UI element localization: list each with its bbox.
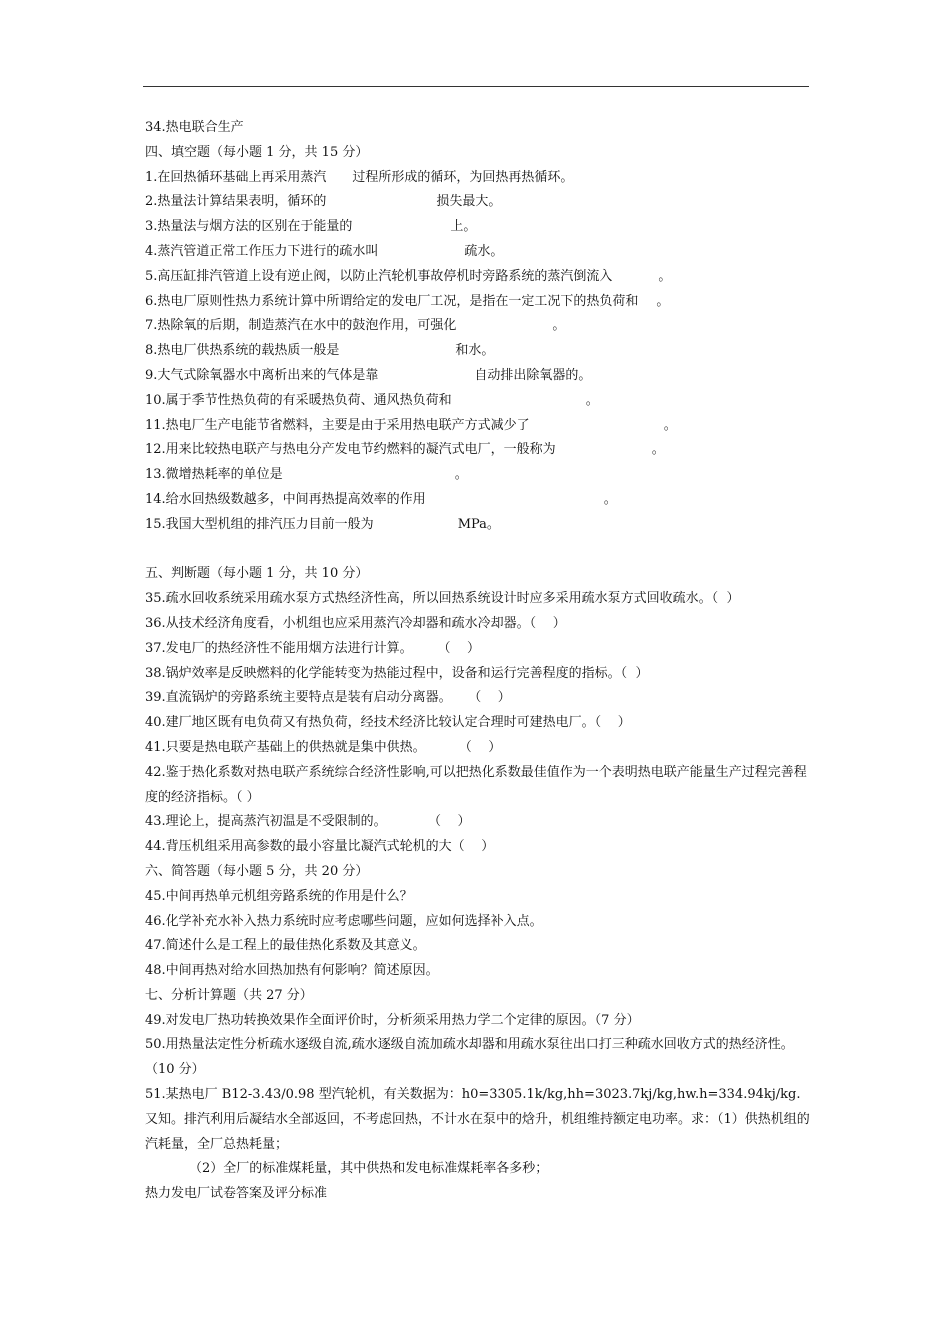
tf-item-39: 39.直流锅炉的旁路系统主要特点是装有启动分离器。 （ ） (145, 690, 511, 706)
fill-item-2: 2.热量法计算结果表明，循环的 损失最大。 (145, 194, 502, 210)
document-body (145, 116, 811, 1207)
fill-in-list (145, 166, 811, 538)
fill-item-1: 1.在回热循环基础上再采用蒸汽 过程所形成的循环，为回热再热循环。 (145, 169, 574, 185)
calc-item-50: 50.用热量法定性分析疏水逐级自流,疏水逐级自流加疏水却器和用疏水泵往出口打三种疏水回收方式的热经济性。（10 分） (145, 1037, 794, 1078)
fill-item-4: 4.蒸汽管道正常工作压力下进行的疏水叫 疏水。 (145, 243, 504, 259)
section-6-title: 六、简答题（每小题 5 分，共 20 分） (145, 863, 369, 879)
true-false-list (145, 587, 811, 860)
answer-key-heading: 热力发电厂试卷答案及评分标准 (145, 1186, 328, 1202)
tf-item-41: 41.只要是热电联产基础上的供热就是集中供热。 （ ） (145, 739, 502, 755)
section-5-title: 五、判断题（每小题 1 分，共 10 分） (145, 566, 369, 582)
section-4-title: 四、填空题（每小题 1 分，共 15 分） (145, 144, 369, 160)
tf-item-40: 40.建厂地区既有电负荷又有热负荷，经技术经济比较认定合理时可建热电厂。（ ） (145, 715, 631, 731)
fill-item-12: 12.用来比较热电联产与热电分产发电节约燃料的凝汽式电厂，一般称为 。 (145, 442, 665, 458)
fill-item-13: 13.微增热耗率的单位是 。 (145, 467, 468, 483)
fill-item-5: 5.高压缸排汽管道上设有逆止阀，以防止汽轮机事故停机时旁路系统的蒸汽倒流入 。 (145, 268, 672, 284)
fill-item-10: 10.属于季节性热负荷的有采暖热负荷、通风热负荷和 。 (145, 392, 599, 408)
section-7-title: 七、分析计算题（共 27 分） (145, 987, 313, 1003)
tf-item-44: 44.背压机组采用高参数的最小容量比凝汽式轮机的大（ ） (145, 839, 495, 855)
calc-item-49: 49.对发电厂热功转换效果作全面评价时，分析须采用热力学二个定律的原因。（7 分） (145, 1012, 640, 1028)
section-gap (145, 538, 811, 563)
fill-item-6: 6.热电厂原则性热力系统计算中所谓给定的发电厂工况，是指在一定工况下的热负荷和 。 (145, 293, 670, 309)
sa-item-45: 45.中间再热单元机组旁路系统的作用是什么？ (145, 888, 413, 904)
short-answer-list (145, 885, 811, 984)
tf-item-38: 38.锅炉效率是反映燃料的化学能转变为热能过程中，设备和运行完善程度的指标。（ ） (145, 665, 649, 681)
calc-item-51-part2: （2）全厂的标准煤耗量，其中供热和发电标准煤耗率各多秒； (189, 1161, 549, 1177)
sa-item-46: 46.化学补充水补入热力系统时应考虑哪些问题，应如何选择补入点。 (145, 913, 543, 929)
fill-item-9: 9.大气式除氧器水中离析出来的气体是靠 自动排出除氧器的。 (145, 367, 592, 383)
fill-item-8: 8.热电厂供热系统的载热质一般是 和水。 (145, 343, 495, 359)
fill-item-3: 3.热量法与烟方法的区别在于能量的 上。 (145, 219, 477, 235)
tf-item-42: 42.鉴于热化系数对热电联产系统综合经济性影响,可以把热化系数最佳值作为一个表明热电联产能量生产过程完善程度的经济指标。（ ） (145, 764, 807, 805)
sa-item-47: 47.简述什么是工程上的最佳热化系数及其意义。 (145, 938, 426, 954)
tf-item-36: 36.从技术经济角度看，小机组也应采用蒸汽冷却器和疏水冷却器。（ ） (145, 615, 566, 631)
calc-item-51: 51.某热电厂 B12-3.43/0.98 型汽轮机，有关数据为：h0=3305.1k/kg,hh=3023.7kj/kg,hw.h=334.94kj/kg.又知。排汽利用后凝结水全部返回，不考虑回热，不计水在泵中的焓升，机组维持额定电功率。求：（1）供热机组的汽耗量，全厂总热耗量； (145, 1087, 810, 1152)
fill-item-11: 11.热电厂生产电能节省燃料，主要是由于采用热电联产方式减少了 。 (145, 417, 677, 433)
sa-item-48: 48.中间再热对给水回热加热有何影响？简述原因。 (145, 963, 439, 979)
fill-item-14: 14.给水回热级数越多，中间再热提高效率的作用 。 (145, 491, 617, 507)
tf-item-35: 35.疏水回收系统采用疏水泵方式热经济性高，所以回热系统设计时应多采用疏水泵方式回收疏水。（ ） (145, 591, 740, 607)
fill-item-7: 7.热除氧的后期，制造蒸汽在水中的鼓泡作用，可强化 。 (145, 318, 566, 334)
header-rule (143, 86, 809, 87)
tf-item-37: 37.发电厂的热经济性不能用烟方法进行计算。 （ ） (145, 640, 480, 656)
question-34: 34.热电联合生产 (145, 120, 244, 135)
fill-item-15: 15.我国大型机组的排汽压力目前一般为 MPa。 (145, 516, 500, 532)
tf-item-43: 43.理论上，提高蒸汽初温是不受限制的。 （ ） (145, 814, 471, 830)
